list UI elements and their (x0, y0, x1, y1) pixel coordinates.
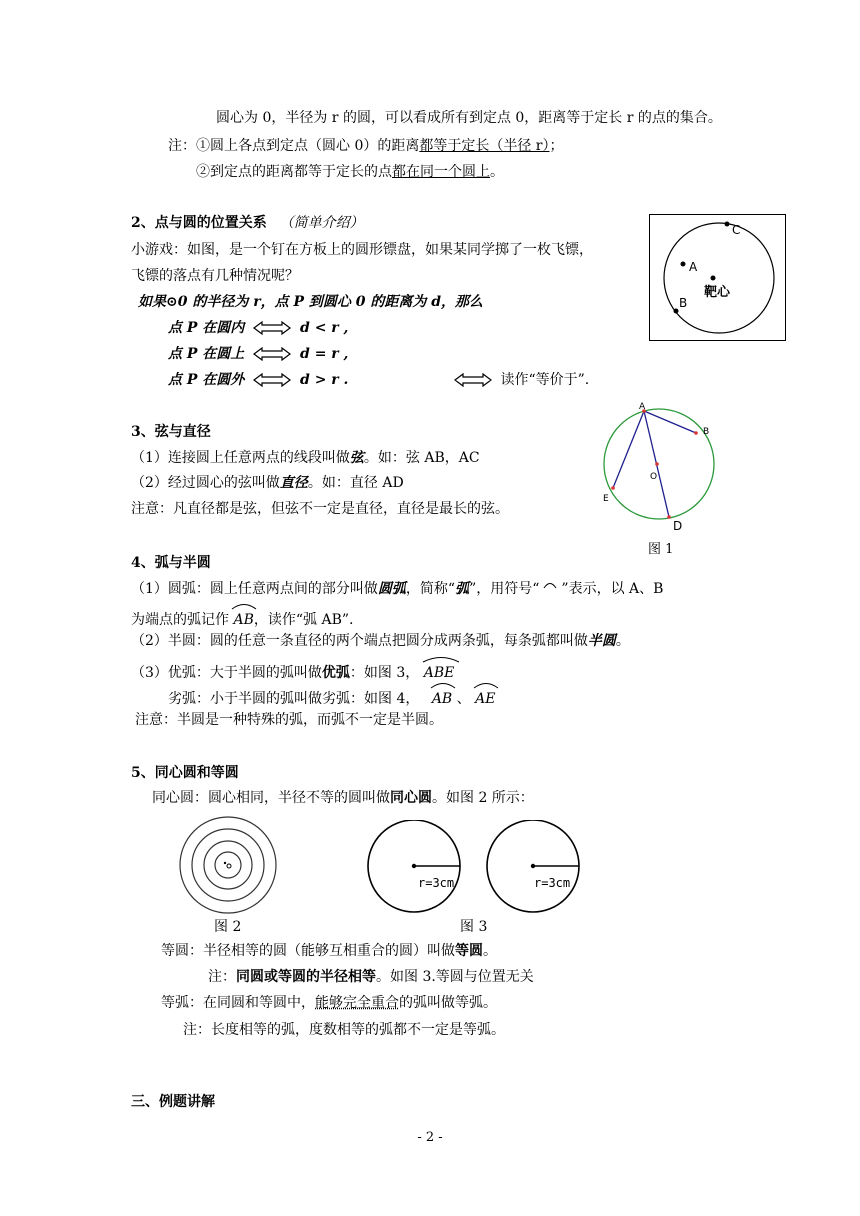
equivalence-arrow-icon (252, 347, 292, 361)
s3-title: 3、弦与直径 (131, 424, 211, 440)
s3-l2-a: （2）经过圆心的弦叫做 (131, 475, 280, 491)
s4-l1-c: ，简称“ (405, 581, 456, 597)
point-b-label: B (679, 296, 688, 310)
s2-game2: 飞镖的落点有几种情况呢？ (131, 268, 299, 284)
row-on-left: 点 P 在圆上 (168, 346, 245, 362)
s4-line2 (131, 604, 353, 630)
s4-l2-a: 为端点的弧记作 (131, 612, 229, 628)
s5-l1-term: 同心圆 (390, 790, 432, 806)
s4-l3-c: 。 (615, 633, 630, 649)
row-inside-left: 点 P 在圆内 (168, 320, 245, 336)
s4-title: 4、弧与半圆 (131, 555, 211, 571)
s2-row-inside (168, 318, 348, 338)
def-note1-prefix: 注：①圆上各点到定点（圆心 0）的距离 (168, 138, 420, 154)
s6-title: 三、例题讲解 (131, 1094, 215, 1110)
s5-l1-a: 同心圆：圆心相同，半径不等的圆叫做 (152, 790, 390, 806)
arc-symbol-icon (539, 579, 561, 593)
s5-l1-c: 。如图 2 所示： (432, 790, 534, 806)
s4-l5-a: 劣弧：小于半圆的弧叫做劣弧：如图 4， (168, 691, 420, 707)
s4-line1 (131, 579, 663, 599)
s3-l1-a: （1）连接圆上任意两点的线段叫做 (131, 450, 350, 466)
s2-game1: 小游戏：如图，是一个钉在方板上的圆形镖盘，如果某同学掷了一枚飞镖， (131, 242, 593, 258)
s4-l4-term: 优弧 (321, 665, 350, 681)
row-on-right: d = r , (300, 346, 349, 362)
def-note2-prefix: ②到定点的距离都等于定长的点 (196, 164, 392, 180)
arc-ab2-notation (432, 683, 452, 709)
point-c-label: C (732, 223, 741, 237)
r-label-left: r=3cm (418, 876, 455, 890)
s4-l4-c: ：如图 3， (349, 665, 420, 681)
s4-l5-sep: 、 (456, 691, 471, 707)
s4-l2-b: ，读作“弧 AB”. (253, 612, 354, 628)
s4-line5 (168, 683, 495, 709)
arc-abe-notation (424, 657, 455, 683)
s5-l3-term: 同圆或等圆的半径相等 (236, 969, 376, 985)
figure1-circle (604, 409, 714, 519)
arc-ae-notation (475, 683, 495, 709)
arc-overline-icon (231, 602, 257, 610)
s5-l4-emph: 能够完全重合 (315, 995, 399, 1011)
s5-line3 (208, 967, 534, 987)
s2-row-outside (168, 370, 348, 390)
def-note1-underline: 都等于定长（半径 r） (419, 138, 550, 154)
def-note1-suffix: ； (549, 138, 564, 154)
arc-ab-notation (233, 604, 253, 630)
s4-line3 (131, 631, 630, 651)
dartboard-figure (649, 214, 786, 341)
def-note2-suffix: 。 (490, 164, 504, 180)
arc-ae-text: AE (475, 691, 496, 707)
s4-l1-term2: 弧 (455, 581, 470, 597)
fig3-caption: 图 3 (460, 919, 488, 935)
def-note2-underline: 都在同一个圆上 (392, 164, 490, 180)
fig1-label-a: A (639, 402, 646, 412)
s4-l1-e: ”，用符号“ (469, 581, 540, 597)
s2-row-on (168, 344, 348, 364)
point-a-label: A (689, 260, 698, 274)
s5-l2-term: 等圆 (455, 943, 483, 959)
fig1-label-d: D (673, 519, 683, 533)
arc-overline-icon (430, 681, 456, 689)
s5-l3-a: 注： (208, 969, 236, 985)
def-note1 (168, 136, 564, 156)
s2-read-note (450, 370, 589, 390)
s5-l4-c: 的弧叫做等弧。 (399, 995, 497, 1011)
s2-title-note: （简单介绍） (279, 215, 364, 231)
s3-line1 (131, 448, 480, 468)
s5-l4-a: 等弧：在同圆和等圆中， (161, 995, 315, 1011)
s5-line1 (152, 788, 534, 808)
figure-2-concentric (176, 815, 280, 915)
equivalence-arrow-icon (252, 321, 292, 335)
s5-line5: 注：长度相等的弧，度数相等的弧都不一定是等弧。 (183, 1022, 505, 1038)
page-number: - 2 - (417, 1130, 443, 1145)
s3-l1-c: 。如：弦 AB，AC (363, 450, 480, 466)
r-label-right: r=3cm (534, 876, 571, 890)
s3-l2-c: 。如：直径 AD (307, 475, 404, 491)
s4-l1-f: ”表示，以 A、B (561, 581, 664, 597)
s4-l1-a: （1）圆弧：圆上任意两点间的部分叫做 (131, 581, 378, 597)
s5-l2-a: 等圆：半径相等的圆（能够互相重合的圆）叫做 (161, 943, 455, 959)
row-inside-right: d < r , (300, 320, 349, 336)
center-label: 靶心 (704, 285, 731, 300)
figure-1-chord (596, 398, 726, 558)
figure-3-equal-circles (366, 820, 582, 916)
s3-l2-term: 直径 (279, 475, 308, 491)
s5-l2-c: 。 (483, 943, 497, 959)
s4-l4-a: （3）优弧：大于半圆的弧叫做 (131, 665, 322, 681)
s3-l1-term: 弦 (349, 450, 364, 466)
s2-read-text: 读作“等价于”. (500, 372, 590, 388)
s4-l3-term: 半圆 (587, 633, 616, 649)
s5-line2 (161, 941, 497, 961)
row-outside-left: 点 P 在圆外 (168, 372, 245, 388)
equivalence-arrow-icon (252, 373, 292, 387)
arc-ab2-text: AB (431, 691, 453, 707)
def-line1: 圆心为 0，半径为 r 的圆，可以看成所有到定点 0，距离等于定长 r 的点的集合。 (216, 110, 722, 126)
row-outside-right: d > r . (300, 372, 349, 388)
fig1-label-e: E (603, 494, 609, 504)
arc-abe-text: ABE (423, 665, 455, 681)
s4-note: 注意：半圆是一种特殊的弧，而弧不一定是半圆。 (135, 712, 443, 728)
s4-l3-a: （2）半圆：圆的任意一条直径的两个端点把圆分成两条弧，每条弧都叫做 (131, 633, 588, 649)
s2-condition: 如果⊙0 的半径为 r，点 P 到圆心 0 的距离为 d，那么 (138, 294, 484, 310)
s2-title (131, 213, 364, 233)
s2-title-text: 2、点与圆的位置关系 (131, 215, 267, 231)
equivalence-arrow-icon (453, 373, 493, 387)
s5-l3-c: 。如图 3.等圆与位置无关 (376, 969, 534, 985)
def-note2 (196, 162, 504, 182)
fig1-label-o: O (650, 472, 658, 482)
arc-ab-text: AB (233, 612, 254, 628)
s4-line4 (131, 657, 454, 683)
arc-overline-icon (473, 681, 499, 689)
s3-note: 注意：凡直径都是弦，但弦不一定是直径，直径是最长的弦。 (131, 501, 509, 517)
fig2-caption: 图 2 (214, 919, 242, 935)
s3-line2 (131, 473, 404, 493)
fig1-label-b: B (703, 427, 710, 437)
fig1-caption: 图 1 (648, 542, 674, 557)
s5-title: 5、同心圆和等圆 (131, 765, 239, 781)
s4-l1-term: 圆弧 (377, 581, 406, 597)
s5-line4 (161, 993, 497, 1013)
arc-overline-icon (422, 655, 460, 663)
